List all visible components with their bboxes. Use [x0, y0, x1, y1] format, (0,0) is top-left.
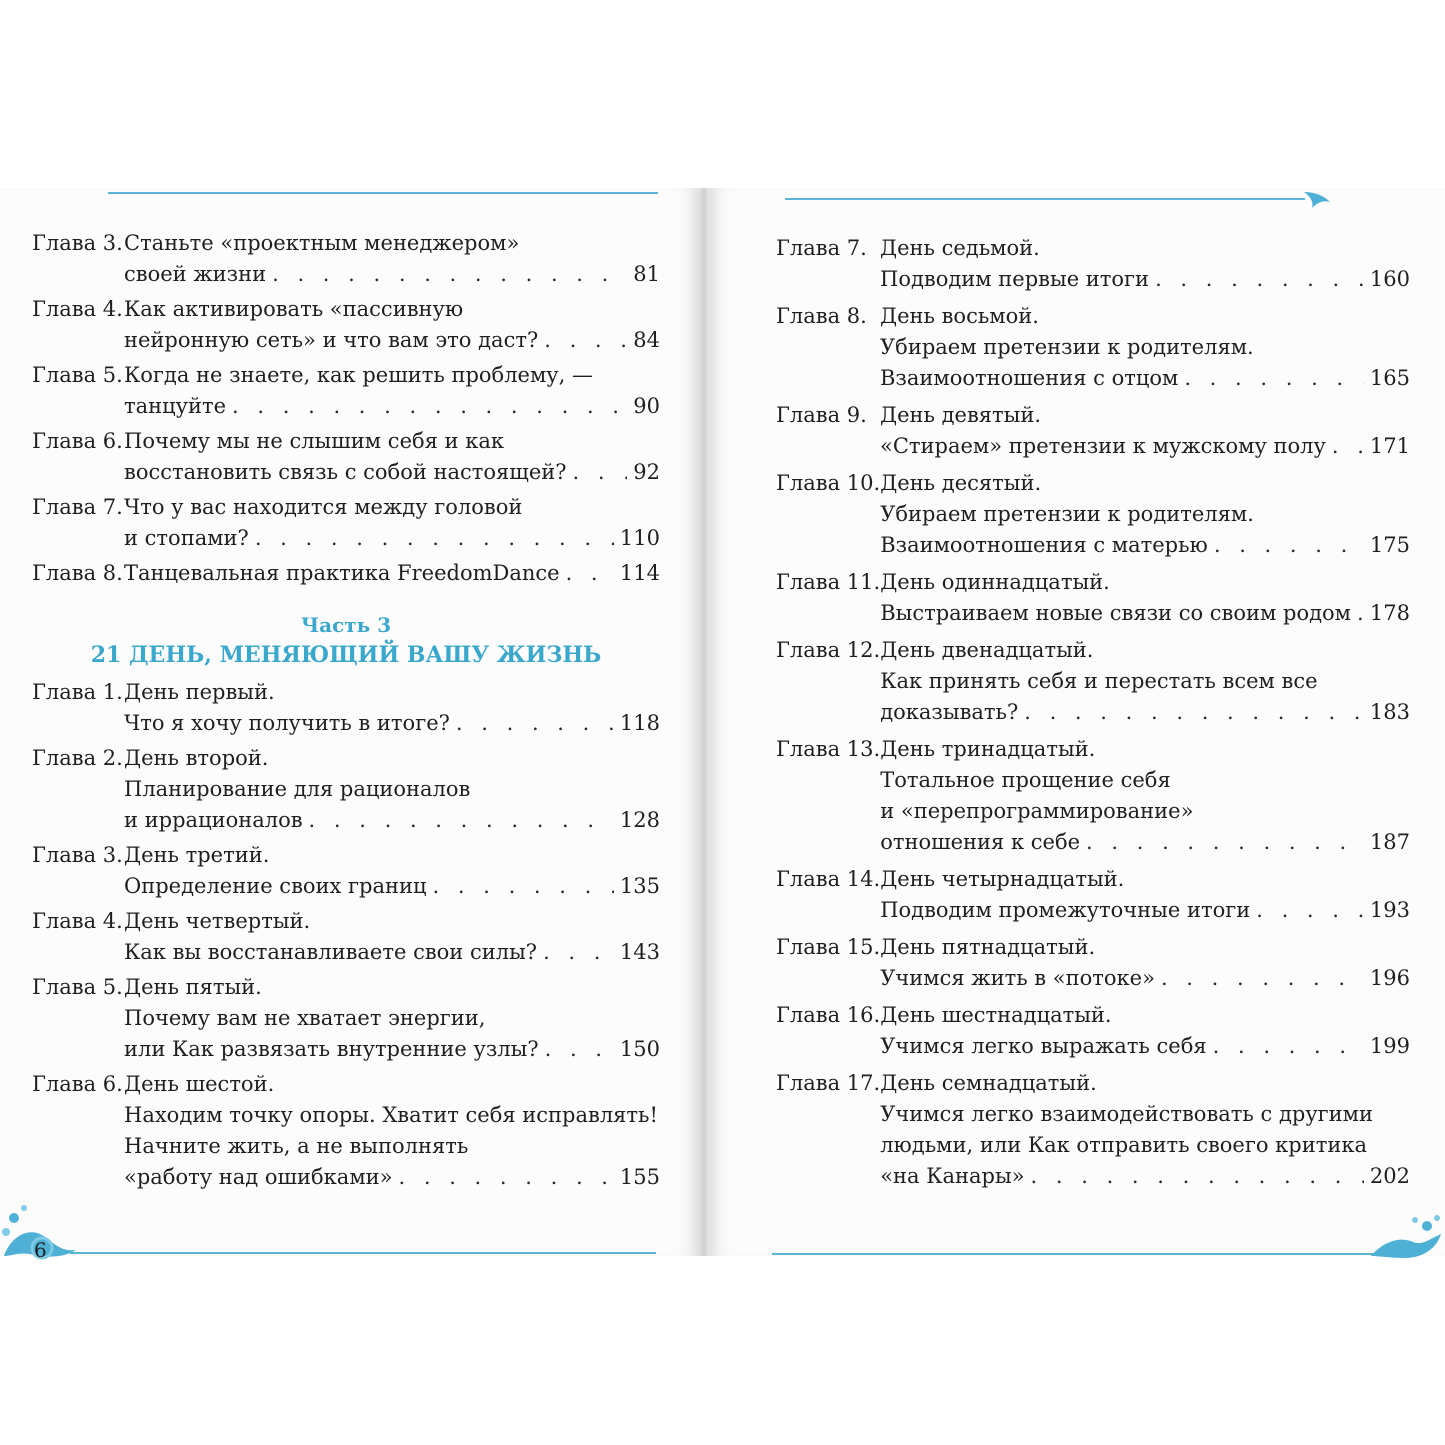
chapter-title	[124, 360, 660, 422]
toc-entry	[776, 400, 1410, 462]
page-ref: 160	[1369, 267, 1410, 291]
chapter-title	[124, 840, 660, 902]
chapter-title-line: День семнадцатый.	[880, 1071, 1097, 1095]
page-ref: 128	[619, 808, 660, 832]
chapter-title-last-line	[124, 523, 660, 554]
chapter-title	[880, 468, 1410, 561]
chapter-title-line: День пятнадцатый.	[880, 935, 1096, 959]
chapter-title-line: День тринадцатый.	[880, 737, 1096, 761]
chapter-number: Глава 4.	[32, 297, 123, 321]
chapter-title-line: День двенадцатый.	[880, 638, 1094, 662]
toc-entry	[776, 932, 1410, 994]
left-top-rule	[108, 192, 658, 194]
chapter-title-line: людьми, или Как отправить своего критика	[880, 1133, 1368, 1157]
chapter-title-line: и «перепрограммирование»	[880, 799, 1194, 823]
chapter-number: Глава 7.	[776, 236, 867, 260]
chapter-title-line: танцуйте	[124, 394, 227, 418]
dot-leader	[1256, 895, 1364, 926]
toc-entry	[776, 567, 1410, 629]
chapter-title-line: День первый.	[124, 680, 275, 704]
chapter-title-line: и иррационалов	[124, 808, 303, 832]
chapter-number: Глава 4.	[32, 909, 123, 933]
chapter-title-last-line	[124, 937, 660, 968]
toc-entry	[32, 360, 660, 422]
page-ref: 84	[633, 328, 660, 352]
chapter-title-line: Что я хочу получить в итоге?	[124, 711, 450, 735]
chapter-title-line: «работу над ошибками»	[124, 1165, 393, 1189]
dot-leader	[1332, 431, 1364, 462]
chapter-title-line: День шестнадцатый.	[880, 1003, 1112, 1027]
chapter-title-line: отношения к себе	[880, 830, 1081, 854]
chapter-title-line: нейронную сеть» и что вам это даст?	[124, 328, 539, 352]
chapter-title	[880, 734, 1410, 858]
chapter-number: Глава 5.	[32, 363, 123, 387]
page-ref: 150	[619, 1037, 660, 1061]
chapter-title-line: День шестой.	[124, 1072, 275, 1096]
page-ref: 143	[619, 940, 660, 964]
dot-leader	[1213, 1031, 1364, 1062]
chapter-title-last-line	[880, 264, 1410, 295]
chapter-title-line: Тотальное прощение себя	[880, 768, 1171, 792]
dot-leader	[1184, 363, 1364, 394]
chapter-title	[124, 677, 660, 739]
dot-leader	[399, 1162, 614, 1193]
chapter-title-last-line	[124, 325, 660, 356]
toc-entry	[776, 864, 1410, 926]
page-ref: 118	[619, 711, 660, 735]
toc-entry	[32, 228, 660, 290]
chapter-title-line: Находим точку опоры. Хватит себя исправлять!	[124, 1103, 658, 1127]
chapter-title-last-line	[124, 805, 660, 836]
chapter-title-line: Начните жить, а не выполнять	[124, 1134, 469, 1158]
chapter-title-line: Определение своих границ	[124, 874, 427, 898]
chapter-title	[124, 426, 660, 488]
page-ref: 193	[1369, 898, 1410, 922]
chapter-title-line: Учимся легко выражать себя	[880, 1034, 1207, 1058]
dot-leader	[1086, 827, 1364, 858]
toc-entry	[32, 1069, 660, 1193]
dot-leader	[309, 805, 614, 836]
chapter-number: Глава 7.	[32, 495, 123, 519]
chapter-title-line: День пятый.	[124, 975, 262, 999]
chapter-title	[124, 228, 660, 290]
chapter-number: Глава 6.	[32, 1072, 123, 1096]
toc-entry	[32, 743, 660, 836]
chapter-title	[880, 864, 1410, 926]
dot-leader	[1161, 963, 1364, 994]
toc-entry	[32, 840, 660, 902]
chapter-title-line: «Стираем» претензии к мужскому полу	[880, 434, 1326, 458]
chapter-title-line: День одиннадцатый.	[880, 570, 1110, 594]
chapter-title-line: Учимся легко взаимодействовать с другими	[880, 1102, 1374, 1126]
chapter-title	[880, 400, 1410, 462]
chapter-number: Глава 13.	[776, 737, 881, 761]
book-gutter	[698, 188, 710, 1256]
toc-entry	[32, 677, 660, 739]
toc-entry	[776, 468, 1410, 561]
chapter-title	[880, 635, 1410, 728]
dot-leader	[1357, 598, 1364, 629]
chapter-title-line: Учимся жить в «потоке»	[880, 966, 1155, 990]
toc-entry	[776, 1068, 1410, 1192]
chapter-title-line: День седьмой.	[880, 236, 1040, 260]
chapter-title-last-line	[124, 391, 660, 422]
chapter-number: Глава 8.	[32, 561, 123, 585]
chapter-title-line: Взаимоотношения с матерью	[880, 533, 1208, 557]
chapter-title-last-line	[880, 530, 1410, 561]
chapter-title-last-line	[880, 1161, 1410, 1192]
chapter-title	[124, 492, 660, 554]
chapter-title-line: Подводим первые итоги	[880, 267, 1150, 291]
chapter-title-last-line	[880, 963, 1410, 994]
chapter-title-last-line	[124, 457, 660, 488]
toc-entry	[32, 972, 660, 1065]
chapter-title	[124, 558, 660, 589]
chapter-title	[124, 1069, 660, 1193]
dot-leader	[573, 457, 628, 488]
chapter-number: Глава 8.	[776, 304, 867, 328]
toc-entry	[32, 426, 660, 488]
dot-leader	[544, 325, 627, 356]
chapter-title	[880, 567, 1410, 629]
page-ref: 196	[1369, 966, 1410, 990]
toc-section-part2-end	[32, 228, 660, 589]
chapter-title	[880, 1000, 1410, 1062]
chapter-title	[880, 1068, 1410, 1192]
chapter-title-last-line	[124, 259, 660, 290]
chapter-title	[880, 301, 1410, 394]
chapter-title-line: Взаимоотношения с отцом	[880, 366, 1179, 390]
toc-entry	[32, 906, 660, 968]
page-ref: 187	[1369, 830, 1410, 854]
chapter-number: Глава 3.	[32, 231, 123, 255]
toc-entry	[776, 301, 1410, 394]
chapter-number: Глава 1.	[32, 680, 123, 704]
page-ref: 110	[619, 526, 660, 550]
chapter-title	[880, 233, 1410, 295]
right-bottom-rule	[772, 1253, 1377, 1255]
part-header	[32, 611, 660, 671]
chapter-title-line: своей жизни	[124, 262, 267, 286]
page-ref: 202	[1369, 1164, 1410, 1188]
chapter-title-line: Что у вас находится между головой	[124, 495, 523, 519]
page-ref: 175	[1369, 533, 1410, 557]
chapter-title-last-line	[880, 827, 1410, 858]
chapter-title-line: День четырнадцатый.	[880, 867, 1125, 891]
chapter-title-line: Как вы восстанавливаете свои силы?	[124, 940, 538, 964]
chapter-title-line: День четвертый.	[124, 909, 311, 933]
toc-right-column	[776, 233, 1410, 1198]
toc-entry	[776, 1000, 1410, 1062]
dot-leader	[1024, 697, 1364, 728]
toc-entry	[32, 558, 660, 589]
chapter-title	[124, 972, 660, 1065]
chapter-title-line: «на Канары»	[880, 1164, 1025, 1188]
chapter-number: Глава 12.	[776, 638, 881, 662]
page-ref: 92	[633, 460, 660, 484]
chapter-title-line: или Как развязать внутренние узлы?	[124, 1037, 539, 1061]
chapter-title-line: Почему вам не хватает энергии,	[124, 1006, 486, 1030]
chapter-title-line: восстановить связь с собой настоящей?	[124, 460, 567, 484]
chapter-title-last-line	[880, 697, 1410, 728]
chapter-number: Глава 17.	[776, 1071, 881, 1095]
chapter-title	[124, 906, 660, 968]
chapter-title-last-line	[124, 708, 660, 739]
chapter-title-line: День второй.	[124, 746, 269, 770]
dot-leader	[255, 523, 614, 554]
chapter-title-line: День девятый.	[880, 403, 1042, 427]
chapter-number: Глава 10.	[776, 471, 881, 495]
dot-leader	[232, 391, 627, 422]
chapter-title-line: День третий.	[124, 843, 270, 867]
chapter-title-line: Планирование для рационалов	[124, 777, 471, 801]
right-top-rule	[785, 198, 1305, 200]
dot-leader	[272, 259, 627, 290]
page-ref: 114	[619, 561, 660, 585]
chapter-title-line: Убираем претензии к родителям.	[880, 502, 1254, 526]
part-title: 21 ДЕНЬ, МЕНЯЮЩИЙ ВАШУ ЖИЗНЬ	[90, 642, 602, 668]
chapter-title-line: Убираем претензии к родителям.	[880, 335, 1254, 359]
chapter-title-line: Выстраиваем новые связи со своим родом	[880, 601, 1351, 625]
chapter-title	[880, 932, 1410, 994]
page-ref: 171	[1369, 434, 1410, 458]
chapter-number: Глава 6.	[32, 429, 123, 453]
chapter-title-last-line	[880, 363, 1410, 394]
chapter-title-line: Станьте «проектным менеджером»	[124, 231, 520, 255]
toc-entry	[32, 294, 660, 356]
chapter-title-line: День восьмой.	[880, 304, 1039, 328]
chapter-title-line: День десятый.	[880, 471, 1042, 495]
chapter-title-line: Когда не знаете, как решить проблему, —	[124, 363, 594, 387]
chapter-title-last-line	[880, 1031, 1410, 1062]
chapter-title-line: Почему мы не слышим себя и как	[124, 429, 504, 453]
page-ref: 165	[1369, 366, 1410, 390]
chapter-title-last-line	[124, 1034, 660, 1065]
dot-leader	[1031, 1161, 1364, 1192]
dot-leader	[456, 708, 614, 739]
part-label: Часть 3	[300, 613, 392, 637]
chapter-number: Глава 3.	[32, 843, 123, 867]
toc-entry	[776, 734, 1410, 858]
dot-leader	[566, 558, 614, 589]
toc-entry	[32, 492, 660, 554]
toc-left-column	[32, 228, 660, 1197]
chapter-title-last-line	[124, 558, 660, 589]
splash-ornament-icon	[1300, 186, 1334, 210]
chapter-title-last-line	[880, 598, 1410, 629]
splash-ornament-icon	[1365, 1212, 1445, 1260]
page-ref: 183	[1369, 700, 1410, 724]
page-ref: 135	[619, 874, 660, 898]
chapter-number: Глава 15.	[776, 935, 881, 959]
chapter-title-last-line	[124, 871, 660, 902]
dot-leader	[1214, 530, 1364, 561]
dot-leader	[433, 871, 614, 902]
page-ref: 155	[619, 1165, 660, 1189]
toc-section-part3-continued	[776, 233, 1410, 1192]
chapter-title-last-line	[880, 895, 1410, 926]
dot-leader	[545, 1034, 614, 1065]
chapter-number: Глава 11.	[776, 570, 881, 594]
chapter-number: Глава 2.	[32, 746, 123, 770]
page-ref: 178	[1369, 601, 1410, 625]
chapter-title-line: и стопами?	[124, 526, 249, 550]
chapter-title-line: доказывать?	[880, 700, 1019, 724]
chapter-title-line: Танцевальная практика FreedomDance	[124, 561, 560, 585]
page-ref: 81	[633, 262, 660, 286]
chapter-number: Глава 9.	[776, 403, 867, 427]
page-ref: 90	[633, 394, 660, 418]
chapter-title	[124, 294, 660, 356]
chapter-number: Глава 16.	[776, 1003, 881, 1027]
toc-entry	[776, 233, 1410, 295]
chapter-title-last-line	[124, 1162, 660, 1193]
dot-leader	[1155, 264, 1364, 295]
toc-section-part3	[32, 677, 660, 1193]
chapter-title	[124, 743, 660, 836]
toc-entry	[776, 635, 1410, 728]
left-bottom-rule	[70, 1252, 656, 1254]
dot-leader	[543, 937, 614, 968]
chapter-number: Глава 5.	[32, 975, 123, 999]
page-number: 6	[34, 1238, 47, 1262]
chapter-title-line: Подводим промежуточные итоги	[880, 898, 1251, 922]
chapter-title-last-line	[880, 431, 1410, 462]
page-ref: 199	[1369, 1034, 1410, 1058]
chapter-title-line: Как принять себя и перестать всем все	[880, 669, 1318, 693]
chapter-number: Глава 14.	[776, 867, 881, 891]
chapter-title-line: Как активировать «пассивную	[124, 297, 464, 321]
